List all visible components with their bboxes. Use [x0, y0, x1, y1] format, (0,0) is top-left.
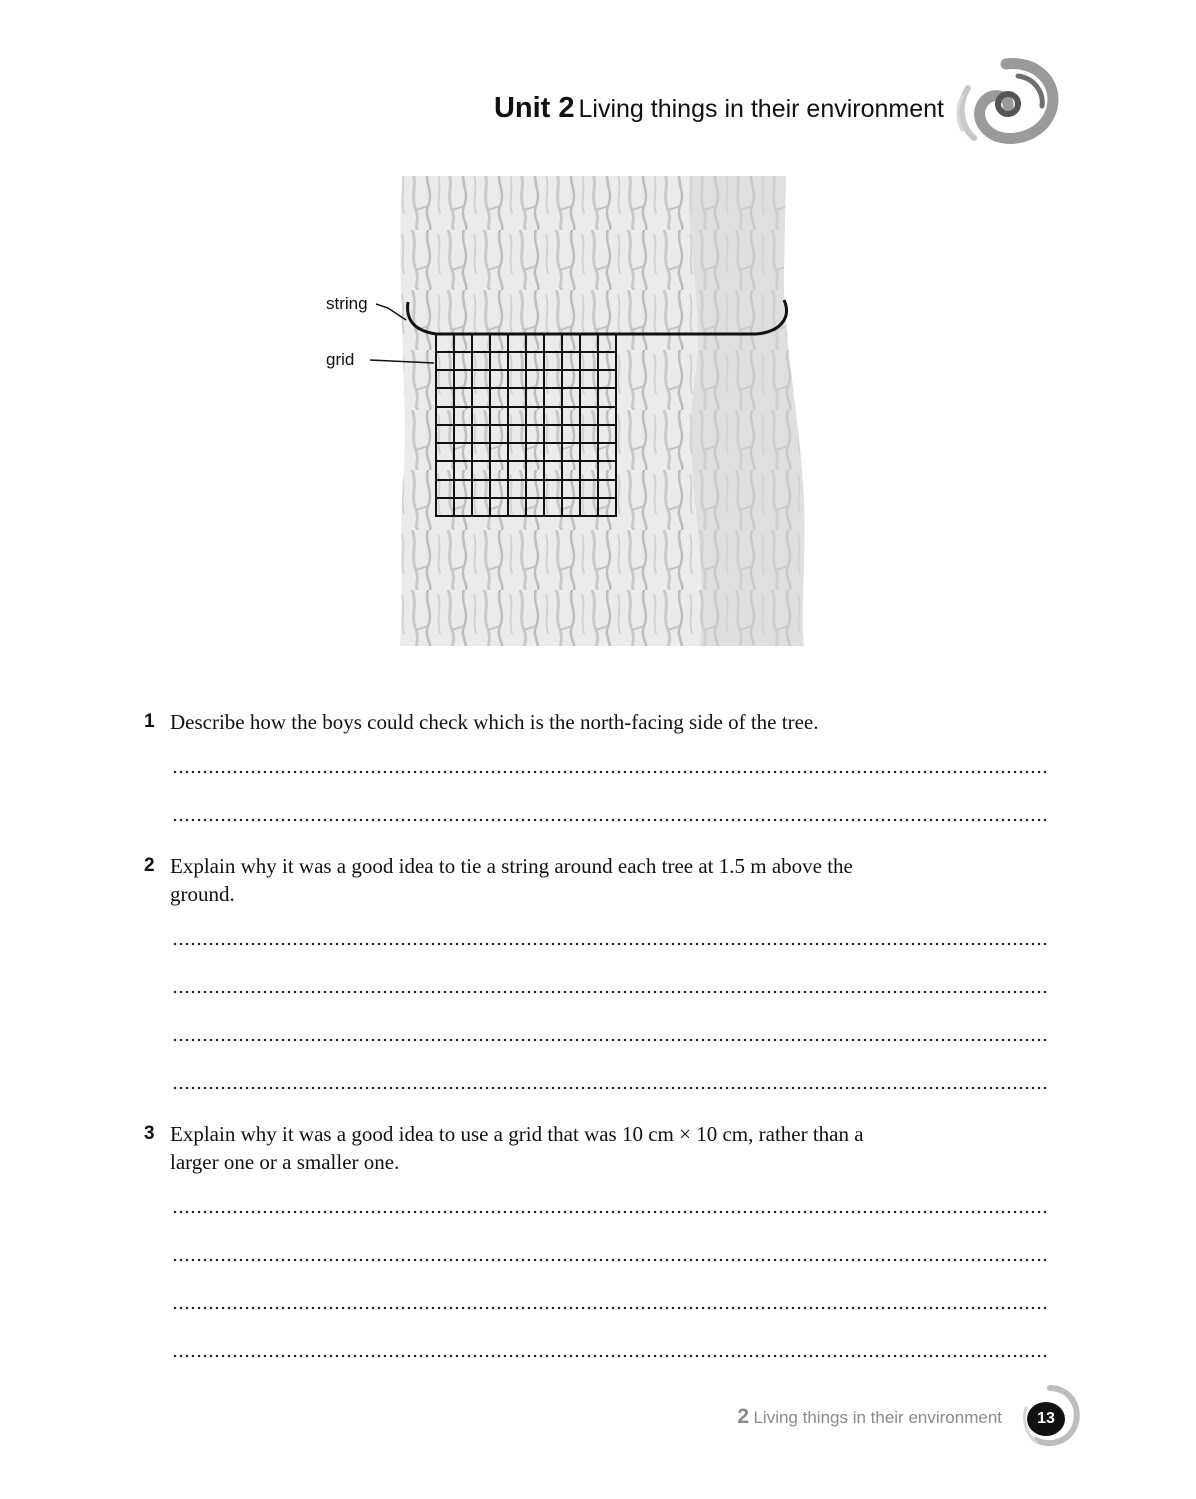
tree-trunk-illustration: [300, 170, 840, 650]
grid-label: grid: [326, 350, 355, 369]
page-footer: [0, 1405, 1002, 1429]
answer-line[interactable]: [172, 942, 1048, 946]
answer-line[interactable]: [172, 1306, 1048, 1310]
question-number: 2: [144, 855, 155, 876]
question-1: [144, 708, 1054, 738]
question-text: Explain why it was a good idea to use a grid that was 10 cm × 10 cm, rather than a larger one or a smaller one.: [170, 1122, 864, 1174]
tree-figure: [300, 170, 840, 650]
footer-unit-number: 2: [737, 1405, 750, 1428]
page-number-badge: 13: [1027, 1402, 1065, 1436]
answer-line[interactable]: [172, 1086, 1048, 1090]
unit-label: Unit 2: [493, 92, 575, 124]
swirl-icon: [948, 56, 1064, 148]
question-number: 3: [144, 1123, 155, 1144]
answer-line[interactable]: [172, 1354, 1048, 1358]
answer-line[interactable]: [172, 1038, 1048, 1042]
answer-line[interactable]: [172, 990, 1048, 994]
answer-line[interactable]: [172, 770, 1048, 774]
question-text: Describe how the boys could check which is the north-facing side of the tree.: [170, 710, 819, 734]
question-text: Explain why it was a good idea to tie a string around each tree at 1.5 m above the ground.: [170, 854, 853, 906]
page-header: [0, 92, 944, 125]
answer-line[interactable]: [172, 818, 1048, 822]
question-3: [144, 1120, 1054, 1180]
string-label: string: [326, 294, 368, 313]
question-2: [144, 852, 1054, 912]
footer-unit-title: Living things in their environment: [753, 1408, 1002, 1427]
answer-line[interactable]: [172, 1210, 1048, 1214]
answer-line[interactable]: [172, 1258, 1048, 1262]
question-number: 1: [144, 711, 155, 732]
unit-title: Living things in their environment: [578, 95, 944, 123]
